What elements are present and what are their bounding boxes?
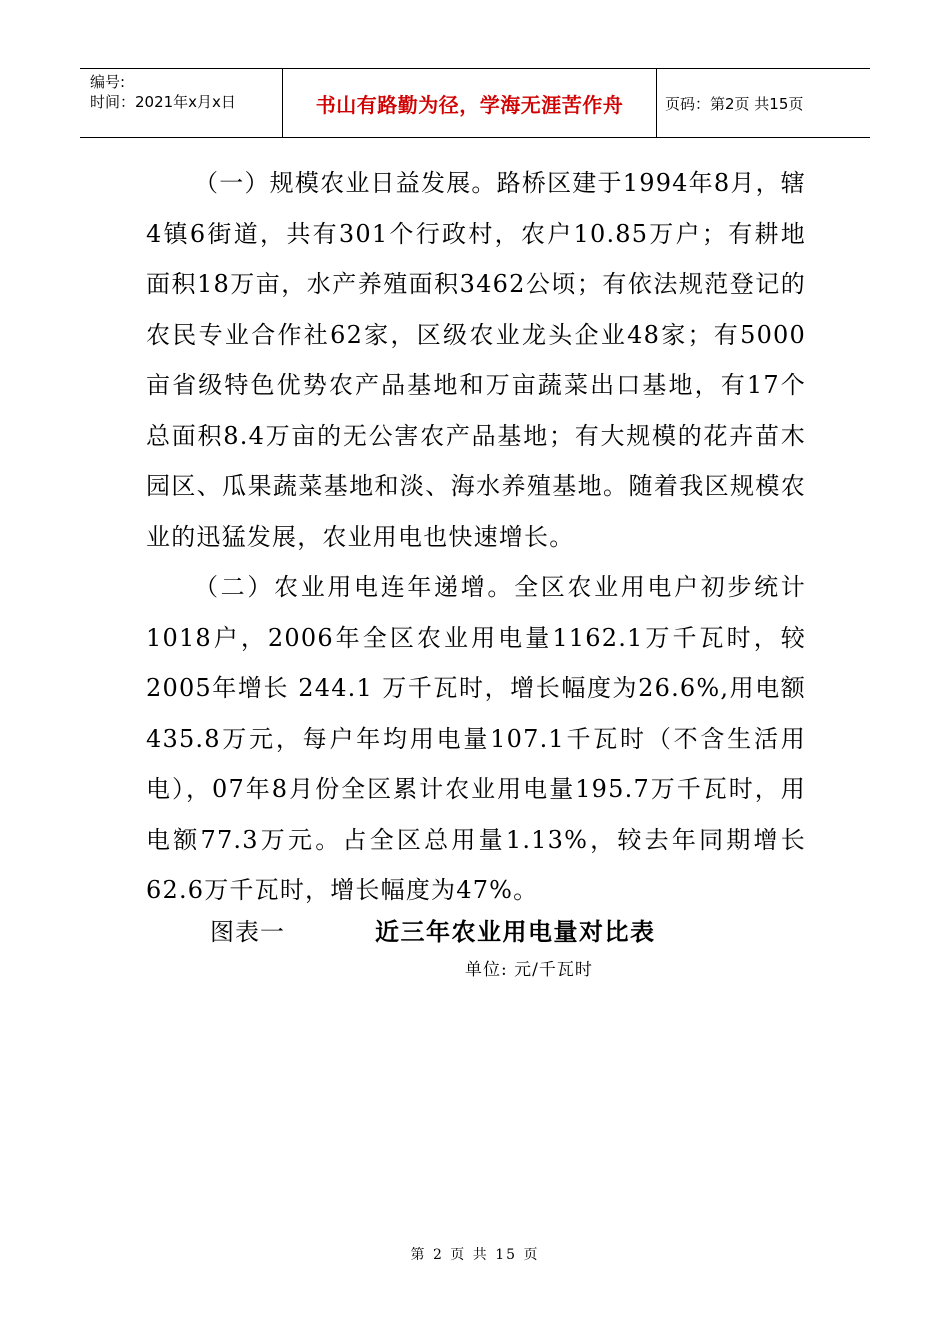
- header-motto: 书山有路勤为径，学海无涯苦作舟: [315, 92, 624, 117]
- document-body: [146, 158, 806, 916]
- header-page-cell: [657, 69, 870, 137]
- header-motto-cell: [283, 69, 657, 137]
- page-header: [80, 68, 870, 138]
- paragraph-electricity-usage: （二）农业用电连年递增。全区农业用电户初步统计1018户，2006年全区农业用电量1162.1万千瓦时，较2005年增长 244.1 万千瓦时，增长幅度为26.6%,用电额435.8万元，每户年均用电量107.1千瓦时（不含生活用电），07年8月份全区累计农业用电量195.7万千瓦时，用电额77.3万元。占全区总用量1.13%，较去年同期增长62.6万千瓦时，增长幅度为47%。: [146, 573, 806, 904]
- figure-title: 近三年农业用电量对比表: [375, 918, 656, 946]
- paragraph-scale-agriculture: （一）规模农业日益发展。路桥区建于1994年8月，辖4镇6街道，共有301个行政村，农户10.85万户；有耕地面积18万亩，水产养殖面积3462公顷；有依法规范登记的农民专业合作社62家，区级农业龙头企业48家；有5000亩省级特色优势农产品基地和万亩蔬菜出口基地，有17个总面积8.4万亩的无公害农产品基地；有大规模的花卉苗木园区、瓜果蔬菜基地和淡、海水养殖基地。随着我区规模农业的迅猛发展，农业用电也快速增长。: [146, 169, 806, 551]
- figure-label: 图表一: [210, 918, 285, 946]
- document-date-label: 时间：2021年x月x日: [90, 93, 236, 111]
- page-footer: 第 2 页 共 15 页: [410, 1247, 540, 1263]
- figure-unit: 单位: 元/千瓦时: [465, 960, 593, 980]
- document-number-label: 编号:: [90, 73, 126, 91]
- header-page-info: 页码：第2页 共15页: [665, 94, 804, 113]
- header-meta-cell: [80, 69, 283, 137]
